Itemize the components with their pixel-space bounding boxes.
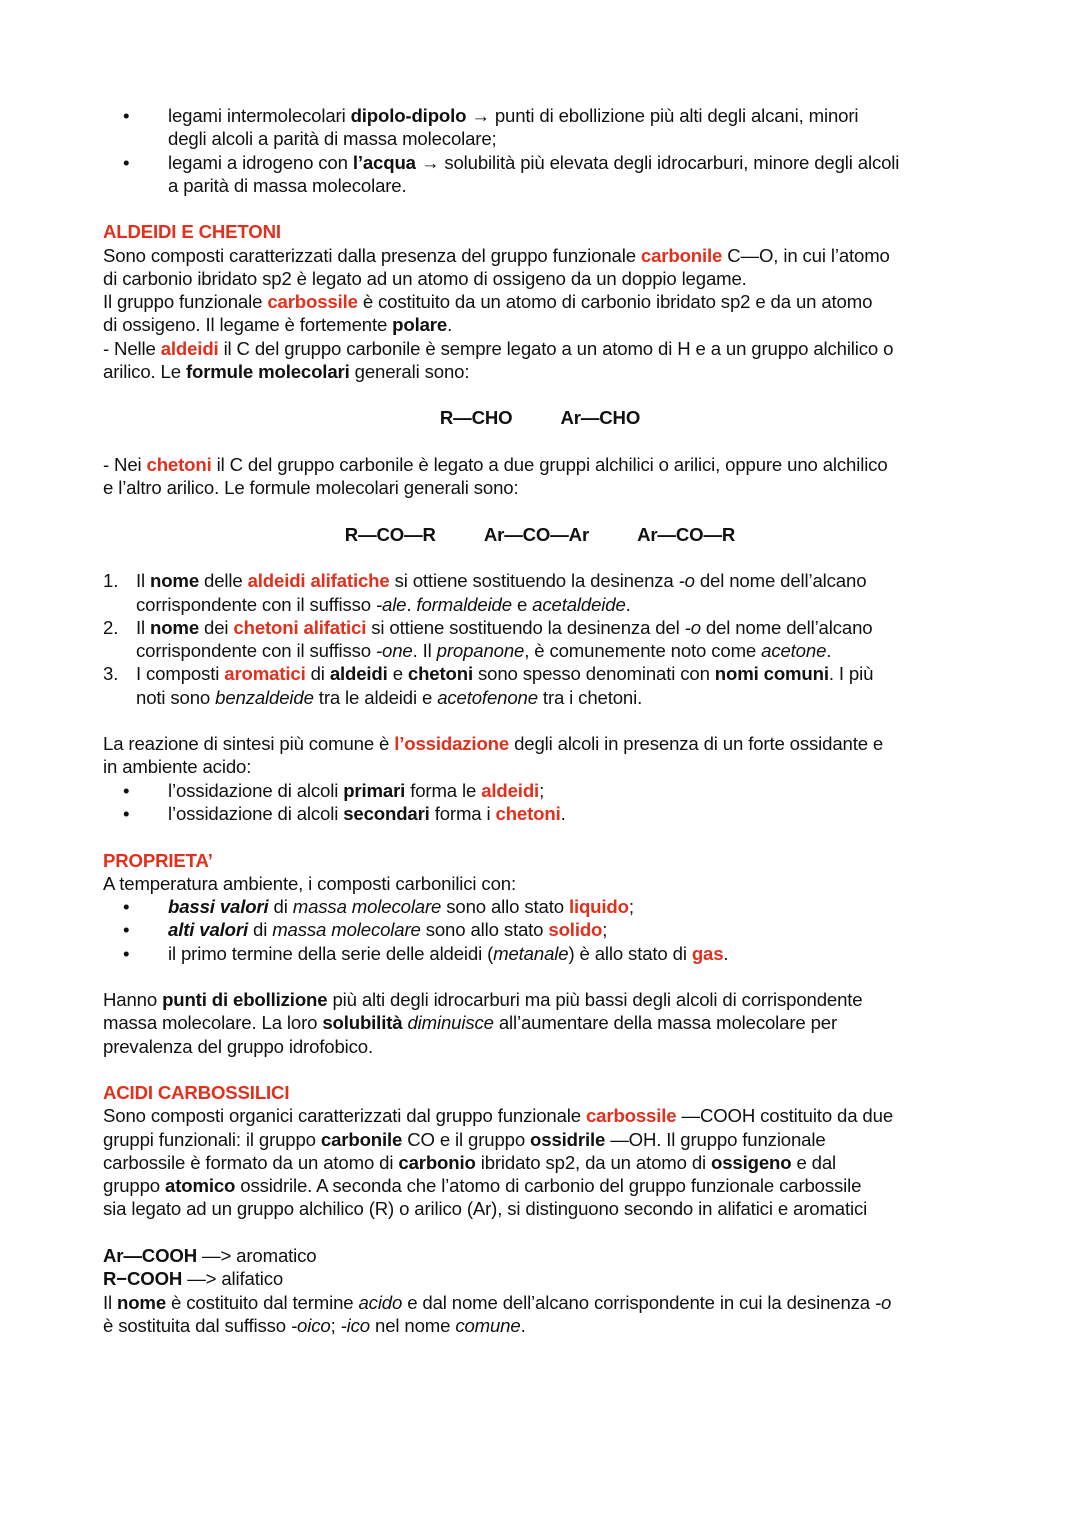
text-segment: arilico. Le xyxy=(103,360,186,382)
text-segment: . xyxy=(447,314,453,336)
text-line xyxy=(0,1314,1080,1337)
text-segment: - Nelle xyxy=(103,337,161,359)
chemical-formula: Ar—CO—Ar xyxy=(483,523,590,545)
text-segment: —> aromatico xyxy=(197,1245,317,1267)
text-line xyxy=(0,1104,1080,1127)
text-line xyxy=(0,1291,1080,1314)
text-segment: legami intermolecolari xyxy=(168,105,351,126)
text-segment: l’ossidazione di alcoli xyxy=(168,802,344,824)
text-line xyxy=(0,267,1080,290)
text-segment: Il xyxy=(136,570,151,592)
text-line xyxy=(0,151,1080,174)
text-segment: di xyxy=(248,919,273,941)
text-line xyxy=(0,662,1080,685)
bullet-icon: • xyxy=(123,151,130,173)
text-segment: di carbonio ibridato sp2 è legato ad un atomo di ossigeno da un doppio legame. xyxy=(103,267,747,289)
italic-text: comune xyxy=(455,1314,521,1336)
italic-text: acetofenone xyxy=(437,686,538,708)
text-line xyxy=(0,686,1080,709)
text-line xyxy=(0,872,1080,895)
text-segment: Il xyxy=(136,616,151,638)
bold-text: l’acqua xyxy=(352,151,416,173)
text-segment: delle xyxy=(199,570,248,592)
bullet-icon: • xyxy=(123,896,130,918)
text-segment: dei xyxy=(199,616,234,638)
text-line xyxy=(0,732,1080,755)
document-page xyxy=(0,104,1080,1337)
list-number: 2. xyxy=(103,616,119,638)
text-segment: I composti xyxy=(136,663,225,685)
text-segment: A temperatura ambiente, i composti carbonilici con: xyxy=(103,872,516,894)
italic-text: diminuisce xyxy=(407,1012,494,1034)
bullet-icon: • xyxy=(123,919,130,941)
text-segment: generali sono: xyxy=(349,360,470,382)
text-line xyxy=(0,1267,1080,1290)
bold-text: formule molecolari xyxy=(185,360,350,382)
text-segment: di ossigeno. Il legame è fortemente xyxy=(103,314,393,336)
bold-text: nomi comuni xyxy=(714,663,829,685)
blank-line xyxy=(0,709,1080,732)
text-line xyxy=(0,1244,1080,1267)
text-segment: Il gruppo funzionale xyxy=(103,291,268,313)
text-segment: CO e il gruppo xyxy=(402,1128,531,1150)
italic-text: propanone xyxy=(436,640,525,662)
text-segment: degli alcoli a parità di massa molecolare; xyxy=(168,128,497,150)
italic-text: acetaldeide xyxy=(532,593,626,615)
text-segment: sono spesso denominati con xyxy=(472,663,715,685)
bold-text: carbonio xyxy=(398,1151,476,1173)
text-segment: tra le aldeidi e xyxy=(313,686,438,708)
italic-text: benzaldeide xyxy=(215,686,314,708)
bold-text: ossigeno xyxy=(711,1151,792,1173)
text-segment: massa molecolare. La loro xyxy=(103,1012,323,1034)
text-segment: è costituito da un atomo di carbonio ibridato sp2 e da un atomo xyxy=(357,291,873,313)
chemical-formula: Ar—CHO xyxy=(560,407,641,429)
text-segment: l’ossidazione di alcoli xyxy=(168,779,344,801)
text-segment: ; xyxy=(602,919,608,941)
blank-line xyxy=(0,383,1080,406)
text-segment: . xyxy=(826,640,832,662)
blank-line xyxy=(0,546,1080,569)
bold-text: punti di ebollizione xyxy=(162,989,328,1011)
bold-italic-text: alti valori xyxy=(168,919,248,941)
blank-line xyxy=(0,1058,1080,1081)
text-line xyxy=(0,593,1080,616)
italic-text: formaldeide xyxy=(416,593,512,615)
highlighted-term: gas xyxy=(691,942,724,964)
text-segment: ; xyxy=(628,896,634,918)
text-segment: ossidrile. A seconda che l’atomo di carbonio del gruppo funzionale carbossile xyxy=(235,1175,862,1197)
text-segment: sia legato ad un gruppo alchilico (R) o arilico (Ar), si distinguono secondo in alifatici e aromatici xyxy=(103,1198,868,1220)
text-segment: , è comunemente noto come xyxy=(524,640,762,662)
text-line xyxy=(0,476,1080,499)
text-segment: corrispondente con il suffisso xyxy=(136,593,376,615)
bullet-icon: • xyxy=(123,779,130,801)
chemical-formula: Ar—CO—R xyxy=(637,523,736,545)
text-segment: carbossile è formato da un atomo di xyxy=(103,1151,399,1173)
text-segment: in ambiente acido: xyxy=(103,756,252,778)
text-segment: è costituito dal termine xyxy=(166,1291,359,1313)
text-line xyxy=(0,988,1080,1011)
section-heading xyxy=(0,849,1080,872)
italic-text: -o xyxy=(684,616,701,638)
text-segment: ; xyxy=(330,1314,341,1336)
highlighted-term: carbonile xyxy=(640,244,723,266)
text-segment: e dal nome dell’alcano corrispondente in cui la desinenza xyxy=(402,1291,876,1313)
text-segment: gruppi funzionali: il gruppo xyxy=(103,1128,321,1150)
text-line xyxy=(0,1197,1080,1220)
text-segment: - Nei xyxy=(103,453,147,475)
text-line xyxy=(0,244,1080,267)
highlighted-term: chetoni xyxy=(495,802,561,824)
text-segment: ) è allo stato di xyxy=(568,942,692,964)
text-segment: . I più xyxy=(828,663,874,685)
bold-text: Ar—COOH xyxy=(103,1245,197,1267)
bold-italic-text: bassi valori xyxy=(168,896,269,918)
text-segment: Il xyxy=(103,1291,118,1313)
text-line xyxy=(0,174,1080,197)
section-heading xyxy=(0,1081,1080,1104)
highlighted-term: carbossile xyxy=(585,1105,677,1127)
highlighted-term: chetoni xyxy=(146,453,212,475)
italic-text: acido xyxy=(358,1291,403,1313)
text-segment: → punti di ebollizione più alti degli alcani, minori xyxy=(466,105,859,126)
bold-text: ossidrile xyxy=(530,1128,606,1150)
text-line xyxy=(0,1151,1080,1174)
bold-text: carbonile xyxy=(320,1128,403,1150)
text-line xyxy=(0,337,1080,360)
text-segment: —COOH costituito da due xyxy=(676,1105,894,1127)
text-segment: ; xyxy=(539,779,545,801)
highlighted-term: l’ossidazione xyxy=(394,733,510,755)
text-segment: . xyxy=(560,802,566,824)
bold-text: nome xyxy=(117,1291,167,1313)
text-segment: il C del gruppo carbonile è legato a due gruppi alchilici o arilici, oppure uno alchilico xyxy=(211,453,888,475)
text-line xyxy=(0,639,1080,662)
text-segment: di xyxy=(305,663,330,685)
text-segment: prevalenza del gruppo idrofobico. xyxy=(103,1035,374,1057)
bullet-icon: • xyxy=(123,942,130,964)
highlighted-term: carbossile xyxy=(267,291,358,313)
text-segment: gruppo xyxy=(103,1175,166,1197)
text-segment: —OH. Il gruppo funzionale xyxy=(605,1128,826,1150)
text-segment: e xyxy=(511,593,533,615)
text-line xyxy=(0,918,1080,941)
section-heading xyxy=(0,220,1080,243)
text-segment: PROPRIETA’ xyxy=(103,849,213,871)
list-number: 3. xyxy=(103,663,119,685)
highlighted-term: solido xyxy=(548,919,603,941)
blank-line xyxy=(0,500,1080,523)
bold-text: nome xyxy=(150,616,200,638)
italic-text: -o xyxy=(875,1291,892,1313)
bold-text: aldeidi xyxy=(329,663,388,685)
text-line xyxy=(0,802,1080,825)
text-segment: La reazione di sintesi più comune è xyxy=(103,733,395,755)
bold-text: dipolo-dipolo xyxy=(350,105,467,126)
text-segment: → solubilità più elevata degli idrocarburi, minore degli alcoli xyxy=(415,151,900,173)
text-segment: a parità di massa molecolare. xyxy=(168,174,407,196)
italic-text: acetone xyxy=(761,640,827,662)
text-segment: C—O, in cui l’atomo xyxy=(722,244,890,266)
italic-text: massa molecolare xyxy=(292,896,442,918)
blank-line xyxy=(0,197,1080,220)
text-segment: Hanno xyxy=(103,989,163,1011)
blank-line xyxy=(0,430,1080,453)
text-segment: tra i chetoni. xyxy=(537,686,643,708)
text-segment: sono allo stato xyxy=(441,896,569,918)
text-line xyxy=(0,290,1080,313)
bold-text: nome xyxy=(150,570,200,592)
text-segment: sono allo stato xyxy=(420,919,549,941)
text-segment: si ottiene sostituendo la desinenza xyxy=(389,570,679,592)
text-segment: . xyxy=(723,942,729,964)
italic-text: -one xyxy=(375,640,413,662)
italic-text: -ale xyxy=(375,593,407,615)
text-segment: nel nome xyxy=(369,1314,456,1336)
blank-line xyxy=(0,965,1080,988)
text-line xyxy=(0,895,1080,918)
italic-text: metanale xyxy=(493,942,569,964)
text-segment: del nome dell’alcano xyxy=(700,616,873,638)
text-line xyxy=(0,569,1080,592)
bold-text: solubilità xyxy=(322,1012,403,1034)
text-segment: del nome dell’alcano xyxy=(694,570,867,592)
text-line xyxy=(0,1035,1080,1058)
text-segment: e xyxy=(387,663,408,685)
text-segment: si ottiene sostituendo la desinenza del xyxy=(366,616,685,638)
highlighted-term: liquido xyxy=(568,896,629,918)
text-line xyxy=(0,755,1080,778)
highlighted-term: aromatici xyxy=(224,663,306,685)
blank-line xyxy=(0,825,1080,848)
text-line xyxy=(0,1128,1080,1151)
text-line xyxy=(0,104,1080,127)
bullet-icon: • xyxy=(123,105,130,126)
text-segment: noti sono xyxy=(136,686,216,708)
highlighted-term: aldeidi xyxy=(160,337,219,359)
text-line xyxy=(0,360,1080,383)
italic-text: massa molecolare xyxy=(272,919,421,941)
text-segment: —> alifatico xyxy=(182,1268,284,1290)
chemical-formula: R—CHO xyxy=(439,407,513,429)
list-number: 1. xyxy=(103,570,119,592)
text-segment: ibridato sp2, da un atomo di xyxy=(475,1151,712,1173)
text-segment: legami a idrogeno con xyxy=(168,151,353,173)
formula-row xyxy=(0,406,1080,429)
text-segment: il C del gruppo carbonile è sempre legato a un atomo di H e a un gruppo alchilico o xyxy=(218,337,894,359)
highlighted-term: aldeidi xyxy=(481,779,540,801)
text-segment: ACIDI CARBOSSILICI xyxy=(103,1082,290,1104)
bold-text: primari xyxy=(343,779,406,801)
text-segment: Sono composti caratterizzati dalla presenza del gruppo funzionale xyxy=(103,244,641,266)
text-segment: Sono composti organici caratterizzati dal gruppo funzionale xyxy=(103,1105,586,1127)
text-line xyxy=(0,616,1080,639)
bold-text: polare xyxy=(392,314,448,336)
bold-text: atomico xyxy=(165,1175,236,1197)
italic-text: -ico xyxy=(340,1314,370,1336)
highlighted-term: aldeidi alifatiche xyxy=(247,570,390,592)
text-line xyxy=(0,1011,1080,1034)
text-segment: e l’altro arilico. Le formule molecolari generali sono: xyxy=(103,477,519,499)
bold-text: R−COOH xyxy=(103,1268,183,1290)
text-line xyxy=(0,453,1080,476)
text-segment: il primo termine della serie delle aldeidi ( xyxy=(168,942,494,964)
text-segment: forma i xyxy=(429,802,496,824)
chemical-formula: R—CO—R xyxy=(344,523,436,545)
bold-text: chetoni xyxy=(407,663,473,685)
text-line xyxy=(0,942,1080,965)
italic-text: -o xyxy=(678,570,695,592)
text-segment: . Il xyxy=(412,640,437,662)
text-segment: più alti degli idrocarburi ma più bassi degli alcoli di corrispondente xyxy=(327,989,863,1011)
text-segment: . xyxy=(520,1314,526,1336)
bold-text: secondari xyxy=(343,802,430,824)
text-segment: è sostituita dal suffisso xyxy=(103,1314,291,1336)
text-segment: forma le xyxy=(405,779,482,801)
formula-row xyxy=(0,523,1080,546)
text-segment: degli alcoli in presenza di un forte ossidante e xyxy=(509,733,884,755)
text-segment: . xyxy=(406,593,417,615)
text-segment: ALDEIDI E CHETONI xyxy=(103,221,281,243)
italic-text: -oico xyxy=(291,1314,331,1336)
text-line xyxy=(0,127,1080,150)
text-line xyxy=(0,313,1080,336)
text-segment: di xyxy=(268,896,293,918)
text-segment: corrispondente con il suffisso xyxy=(136,640,376,662)
blank-line xyxy=(0,1221,1080,1244)
text-segment: e dal xyxy=(791,1151,837,1173)
highlighted-term: chetoni alifatici xyxy=(233,616,367,638)
bullet-icon: • xyxy=(123,802,130,824)
text-line xyxy=(0,1174,1080,1197)
text-segment: . xyxy=(625,593,631,615)
text-line xyxy=(0,779,1080,802)
text-segment: all’aumentare della massa molecolare per xyxy=(493,1012,838,1034)
